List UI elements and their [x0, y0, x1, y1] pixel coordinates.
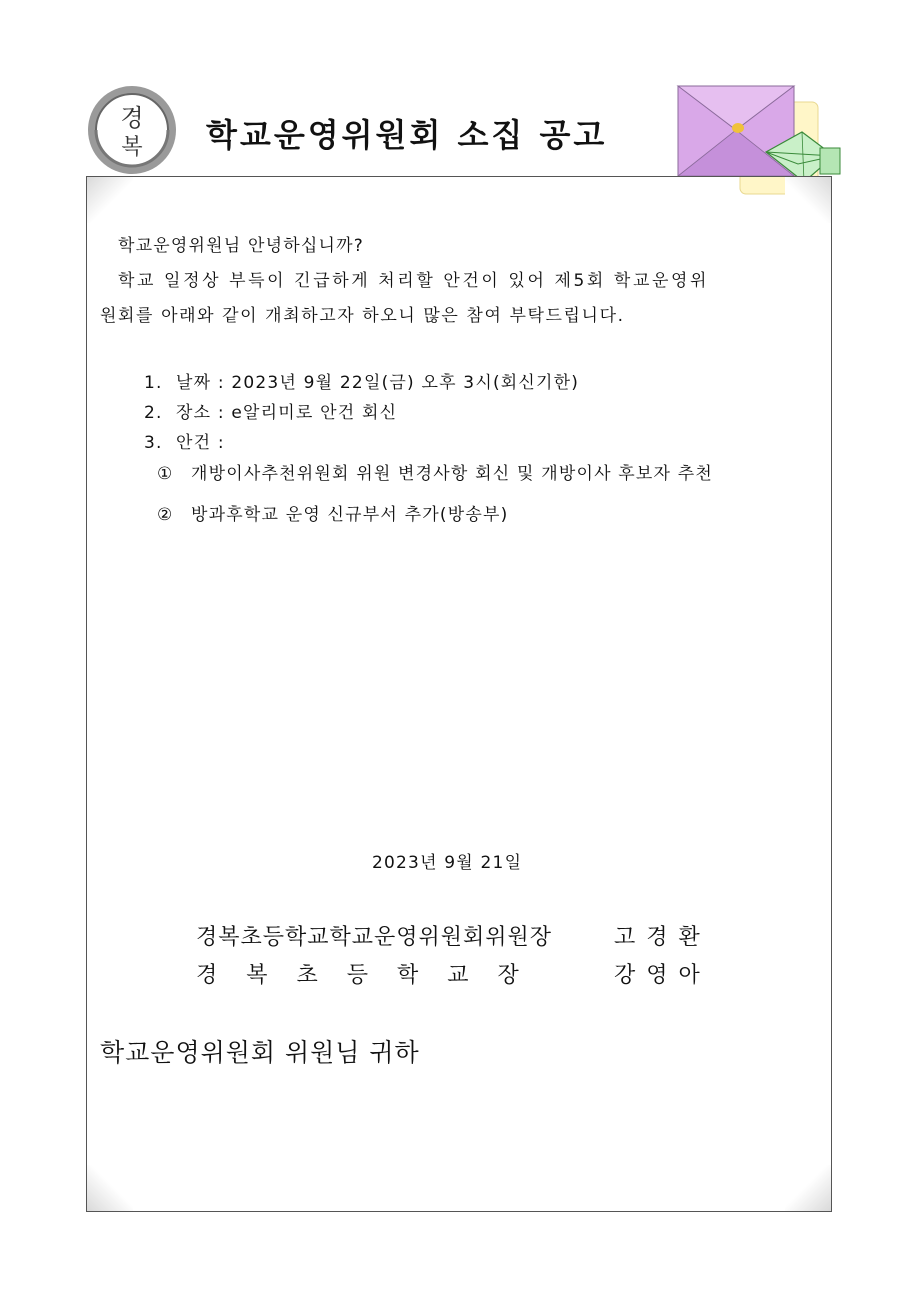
paragraph-line: 원회를 아래와 같이 개최하고자 하오니 많은 참여 부탁드립니다. [100, 306, 625, 326]
signer-name: 고 경 환 [614, 925, 702, 950]
signer-title: 경 복 초 등 학 교 장 [196, 963, 523, 988]
school-logo [86, 84, 178, 176]
frame-corner [785, 1165, 831, 1211]
list-item [144, 368, 579, 393]
list-item [144, 428, 225, 453]
item-number: 1. [144, 373, 163, 393]
logo-text-bottom: 복 [121, 135, 143, 160]
notice-date: 2023년 9월 21일 [372, 853, 523, 873]
agenda-item [157, 459, 713, 484]
frame-corner [785, 177, 831, 223]
item-text: 장소 : e알리미로 안건 회신 [176, 403, 398, 423]
paragraph-line: 학교 일정상 부득이 긴급하게 처리할 안건이 있어 제5회 학교운영위 [118, 271, 710, 291]
frame-corner [87, 1165, 133, 1211]
agenda-marker: ② [157, 505, 174, 525]
greeting: 학교운영위원님 안녕하십니까? [118, 236, 364, 256]
item-text: 안건 : [176, 433, 225, 453]
frame-corner [87, 177, 133, 223]
addressee: 학교운영위원회 위원님 귀하 [100, 1038, 420, 1067]
agenda-marker: ① [157, 464, 174, 484]
item-number: 3. [144, 433, 163, 453]
item-number: 2. [144, 403, 163, 423]
signer-title: 경복초등학교학교운영위원회위원장 [196, 925, 553, 950]
page-title: 학교운영위원회 소집 공고 [206, 116, 608, 154]
logo-text-top: 경 [120, 104, 144, 132]
signer-name: 강 영 아 [614, 963, 702, 988]
item-text: 날짜 : 2023년 9월 22일(금) 오후 3시(회신기한) [176, 373, 580, 393]
agenda-text: 개방이사추천위원회 위원 변경사항 회신 및 개방이사 후보자 추천 [191, 464, 714, 484]
list-item [144, 398, 397, 423]
agenda-item [157, 500, 508, 525]
agenda-text: 방과후학교 운영 신규부서 추가(방송부) [191, 505, 509, 525]
